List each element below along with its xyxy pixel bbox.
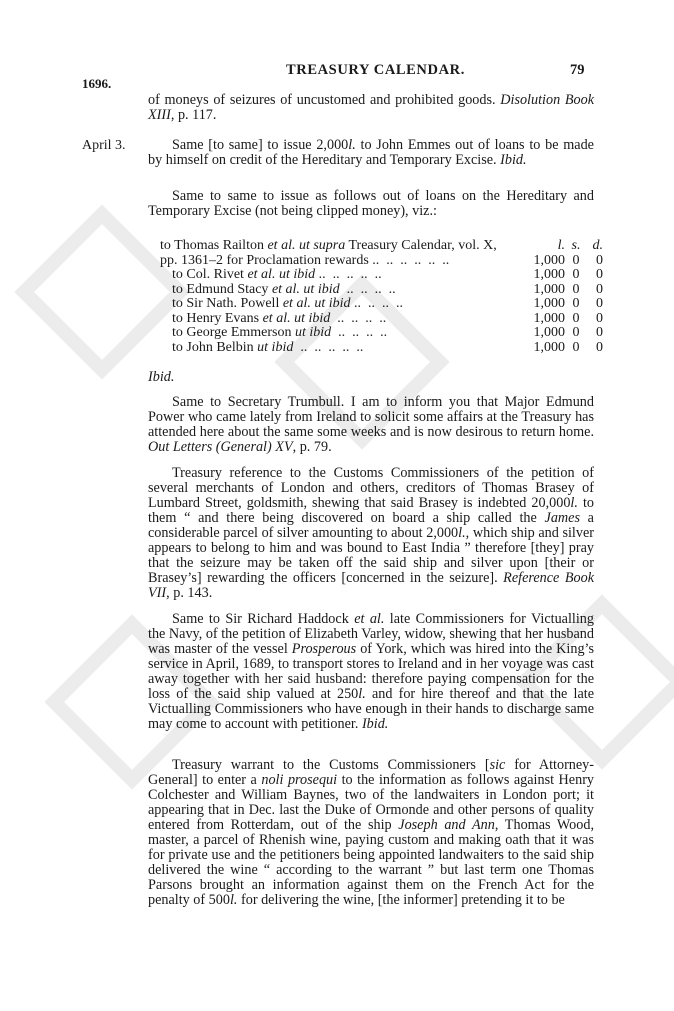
amount-shillings: 0 (572, 252, 580, 268)
paragraph-brasey-petition: Treasury reference to the Customs Commissioners of the petition of several merchants of London and others, creditors of Thomas Brasey of Lumbard Street, goldsmith, shewing that said Brasey is indebted 20,000l. to them “ and there being discovered on board a ship called the James a considerable parcel of silver amounting to about 2,000l., which ship and silver appears to belong to him and was bound to East India ” therefore [they] pray that the seizure may be taken off the said ship and silver upon [their or Brasey’s] rewarding the officers [concerned in the seizure]. Reference Book VII, p. 143. (148, 465, 594, 601)
running-head-title: TREASURY CALENDAR. (286, 62, 465, 78)
paragraph-secretary-trumbull: Same to Secretary Trumbull. I am to inform you that Major Edmund Power who came lately from Ireland to solicit some affairs at the Treasury has attended here about the same some weeks and is now desirous to return home. Out Letters (General) XV, p. 79. (148, 394, 594, 455)
amount-shillings: 0 (572, 310, 580, 326)
table-row (160, 326, 603, 341)
account-description: to John Belbin ut ibid .. .. .. .. .. (172, 339, 364, 355)
table-row (160, 283, 603, 298)
table-row (160, 268, 603, 283)
amount-pence: 0 (596, 339, 603, 355)
amount-pence: 0 (596, 281, 603, 297)
account-description: to Sir Nath. Powell et al. ut ibid .. .. .. .. (172, 296, 404, 311)
amount-shillings: 0 (572, 281, 580, 297)
amount-pounds: 1,000 (533, 325, 565, 340)
column-header-pounds: l. (557, 238, 565, 253)
column-header-shillings: s. (571, 238, 581, 253)
account-description: to Thomas Railton et al. ut supra Treasury Calendar, vol. X, pp. 1361–2 for Proclamation rewards .. .. .. .. .. .. (160, 238, 497, 268)
amount-pence: 0 (596, 267, 603, 282)
page-number: 79 (570, 62, 585, 78)
amount-shillings: 0 (572, 296, 580, 311)
amount-shillings: 0 (572, 325, 580, 340)
accounts-table (160, 239, 603, 355)
amount-shillings: 0 (572, 267, 580, 282)
column-header-pence: d. (592, 238, 603, 253)
paragraph-continued: of moneys of seizures of uncustomed and prohibited goods. Disolution Book XIII, p. 117. (148, 92, 594, 123)
account-description: to Col. Rivet et al. ut ibid .. .. .. .. .. (172, 267, 382, 282)
amount-pounds: 1,000 (533, 296, 565, 311)
amount-pounds: 1,000 (533, 339, 565, 355)
table-row (160, 297, 603, 312)
margin-date: April 3. (82, 138, 126, 153)
amount-pounds: 1,000 (533, 267, 565, 282)
amount-pence: 0 (596, 296, 603, 311)
paragraph-emmes-issue: Same [to same] to issue 2,000l. to John Emmes out of loans to be made by himself on credit of the Hereditary and Temporary Excise. Ibid. (148, 137, 594, 168)
account-description: to Henry Evans et al. ut ibid .. .. .. .. (172, 310, 387, 326)
amount-pounds: 1,000 (533, 252, 565, 268)
table-row (160, 341, 603, 356)
amount-pence: 0 (596, 325, 603, 340)
account-description: to Edmund Stacy et al. ut ibid .. .. .. .. (172, 281, 396, 297)
ibid-reference: Ibid. (148, 369, 175, 385)
paragraph-loans-issue: Same to same to issue as follows out of loans on the Hereditary and Temporary Excise (not being clipped money), viz.: (148, 188, 594, 219)
amount-pence: 0 (596, 252, 603, 268)
table-row (160, 312, 603, 327)
amount-shillings: 0 (572, 339, 580, 355)
amount-pounds: 1,000 (533, 310, 565, 326)
paragraph-noli-prosequi-warrant: Treasury warrant to the Customs Commissioners [sic for Attorney-General] to enter a noli prosequi to the information as follows against Henry Colchester and William Baynes, two of the landwaiters in London port; it appearing that in Dec. last the Duke of Ormonde and other persons of quality entered from Rotterdam, out of the ship Joseph and Ann, Thomas Wood, master, a parcel of Rhenish wine, paying custom and making oath that it was for private use and the petitioners being appointed landwaiters to the said ship delivered the wine “ according to the warrant ” but last term one Thomas Parsons brought an information against them on the French Act for the penalty of 500l. for delivering the wine, [the informer] pretending it to be (148, 757, 595, 908)
paragraph-varley-petition: Same to Sir Richard Haddock et al. late Commissioners for Victualling the Navy, of the petition of Elizabeth Varley, widow, shewing that her husband was master of the vessel Prosperous of York, which was hired into the King’s service in April, 1689, to transport stores to Ireland and in her voyage was cast away together with her said husband: therefore paying compensation for the loss of the said ship valued at 250l. and for hire thereof and that the late Victualling Commissioners who have enough in their hands to discharge same may come to account with petitioner. Ibid. (148, 611, 594, 732)
amount-pence: 0 (596, 310, 603, 326)
running-head-year: 1696. (82, 76, 112, 91)
account-description: to George Emmerson ut ibid .. .. .. .. (172, 325, 388, 340)
amount-pounds: 1,000 (533, 281, 565, 297)
table-header-row (160, 239, 603, 254)
